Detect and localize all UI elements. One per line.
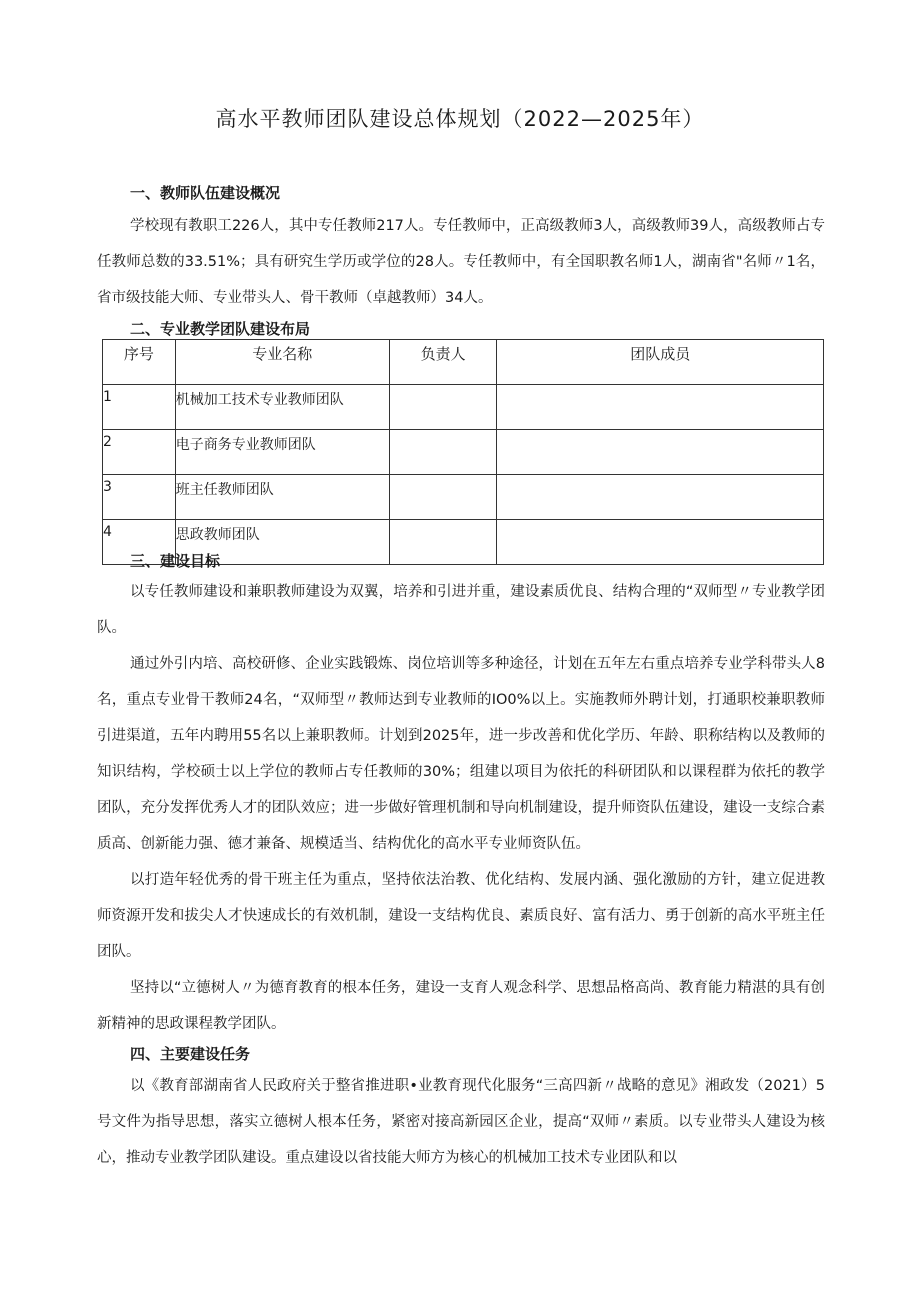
table-row: [103, 475, 824, 520]
table-row: [103, 430, 824, 475]
row-name: 班主任教师团队: [175, 475, 389, 520]
row-members: [497, 520, 824, 565]
row-no: 3: [103, 475, 176, 520]
section4-body: [97, 1068, 825, 1176]
row-members: [497, 475, 824, 520]
row-members: [497, 385, 824, 430]
row-name: 机械加工技术专业教师团队: [175, 385, 389, 430]
section1-body: [97, 208, 825, 316]
section1-heading: 一、教师队伍建设概况: [130, 184, 281, 202]
column-header-name: 专业名称: [175, 340, 389, 385]
document-title: 高水平教师团队建设总体规划（2022—2025年）: [215, 107, 705, 131]
section3-body: [97, 574, 825, 1042]
row-no: 2: [103, 430, 176, 475]
row-leader: [389, 520, 497, 565]
column-header-members: 团队成员: [497, 340, 824, 385]
section4-paragraph-1: 以《教育部湖南省人民政府关于整省推进职•业教育现代化服务“三高四新〃战略的意见》湘政发（2021）5号文件为指导思想，落实立德树人根本任务，紧密对接高新园区企业，提高“双师〃素质。以专业带头人建设为核心，推动专业教学团队建设。重点建设以省技能大师方为核心的机械加工技术专业团队和以: [97, 1078, 825, 1166]
row-leader: [389, 475, 497, 520]
row-leader: [389, 430, 497, 475]
table-header-row: [103, 340, 824, 385]
section3-paragraph-1: 以专任教师建设和兼职教师建设为双翼，培养和引进并重，建设素质优良、结构合理的“双师型〃专业教学团队。: [97, 584, 825, 636]
row-name: 电子商务专业教师团队: [175, 430, 389, 475]
section4-heading: 四、主要建设任务: [130, 1045, 251, 1063]
section1-paragraph-1: 学校现有教职工226人，其中专任教师217人。专任教师中，正高级教师3人，高级教师39人，高级教师占专任教师总数的33.51%；具有研究生学历或学位的28人。专任教师中，有全国职教名师1人，湖南省"名师〃1名，省市级技能大师、专业带头人、骨干教师（卓越教师）34人。: [97, 218, 825, 306]
table-row: [103, 385, 824, 430]
row-no: 4: [103, 520, 176, 565]
section3-paragraph-3: 以打造年轻优秀的骨干班主任为重点，坚持依法治教、优化结构、发展内涵、强化激励的方针，建立促进教师资源开发和拔尖人才快速成长的有效机制，建设一支结构优良、素质良好、富有活力、勇于创新的高水平班主任团队。: [97, 872, 825, 960]
column-header-no: 序号: [103, 340, 176, 385]
section3-heading: 三、建设目标: [130, 552, 221, 570]
section2-heading: 二、专业教学团队建设布局: [130, 320, 311, 338]
column-header-leader: 负责人: [389, 340, 497, 385]
row-no: 1: [103, 385, 176, 430]
row-members: [497, 430, 824, 475]
row-leader: [389, 385, 497, 430]
section3-paragraph-4: 坚持以“立德树人〃为德育教育的根本任务，建设一支育人观念科学、思想品格高尚、教育能力精湛的具有创新精神的思政课程教学团队。: [97, 980, 825, 1032]
section3-paragraph-2: 通过外引内培、高校研修、企业实践锻炼、岗位培训等多种途径，计划在五年左右重点培养专业学科带头人8名，重点专业骨干教师24名，“双师型〃教师达到专业教师的IO0%以上。实施教师外聘计划，打通职校兼职教师引进渠道，五年内聘用55名以上兼职教师。计划到2025年，进一步改善和优化学历、年龄、职称结构以及教师的知识结构，学校硕士以上学位的教师占专任教师的30%；组建以项目为依托的科研团队和以课程群为依托的教学团队，充分发挥优秀人才的团队效应；进一步做好管理机制和导向机制建设，提升师资队伍建设，建设一支综合素质高、创新能力强、德才兼备、规模适当、结构优化的高水平专业师资队伍。: [97, 656, 825, 852]
team-layout-table: [102, 339, 824, 565]
row-name: 思政教师团队: [175, 520, 389, 565]
